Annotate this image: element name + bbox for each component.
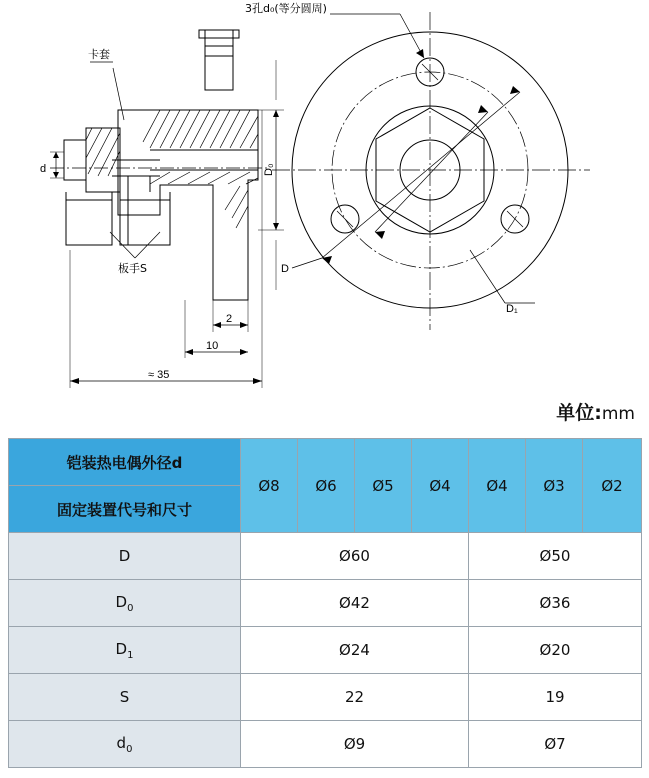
table-row — [9, 580, 642, 627]
unit-value: mm — [601, 404, 635, 424]
label-D-side: D — [281, 263, 289, 275]
row-label-S — [9, 674, 241, 721]
row-S-left-value: 22 — [241, 674, 469, 721]
label-clamp: 卡套 — [88, 48, 110, 61]
label-dim-35: ≈ 35 — [148, 369, 170, 381]
spec-table — [8, 438, 642, 768]
row-D1-left-value: Ø24 — [241, 627, 469, 674]
label-hole-note: 3孔d₀(等分圆周) — [245, 2, 327, 15]
header-dia-2: Ø6 — [298, 439, 355, 533]
row-S-right-value: 19 — [469, 674, 642, 721]
row-label-d0 — [9, 721, 241, 768]
header-dia-4: Ø4 — [412, 439, 469, 533]
row-D-right-value: Ø50 — [469, 533, 642, 580]
row-d0-left-value: Ø9 — [241, 721, 469, 768]
row-label-text: D — [115, 592, 128, 611]
row-label-text: D — [115, 639, 128, 658]
row-label-text: d — [116, 733, 127, 752]
header-dia-5: Ø4 — [469, 439, 526, 533]
header-dia-6: Ø3 — [526, 439, 583, 533]
row-label-text: D — [118, 547, 131, 565]
header-dia-3: Ø5 — [355, 439, 412, 533]
label-d-small: d — [40, 163, 47, 175]
label-D1-front: D₁ — [506, 303, 518, 315]
row-label-sub: 1 — [127, 649, 134, 661]
row-D1-right-value: Ø20 — [469, 627, 642, 674]
row-D-left-value: Ø60 — [241, 533, 469, 580]
table-header-row-1 — [9, 439, 642, 486]
table-row — [9, 721, 642, 768]
label-dim-10: 10 — [206, 340, 219, 352]
header-fixing-code-label: 固定装置代号和尺寸 — [9, 486, 241, 533]
unit-separator: : — [594, 402, 602, 424]
label-wrench: 板手S — [118, 262, 147, 275]
row-label-sub: 0 — [127, 602, 134, 614]
label-dim-2: 2 — [226, 313, 233, 325]
header-dia-7: Ø2 — [583, 439, 642, 533]
row-D0-right-value: Ø36 — [469, 580, 642, 627]
row-label-D1 — [9, 627, 241, 674]
label-D0-side: D₀ — [263, 163, 275, 176]
row-label-D0 — [9, 580, 241, 627]
row-label-sub: 0 — [126, 743, 133, 755]
header-dia-1: Ø8 — [241, 439, 298, 533]
header-outer-diameter-label: 铠装热电偶外径d — [9, 439, 241, 486]
table-row — [9, 627, 642, 674]
row-D0-left-value: Ø42 — [241, 580, 469, 627]
row-label-text: S — [119, 688, 130, 706]
row-d0-right-value: Ø7 — [469, 721, 642, 768]
row-label-D — [9, 533, 241, 580]
table-row — [9, 674, 642, 721]
unit-label: 单位 — [556, 402, 595, 424]
unit-caption — [556, 398, 635, 425]
table-row — [9, 533, 642, 580]
